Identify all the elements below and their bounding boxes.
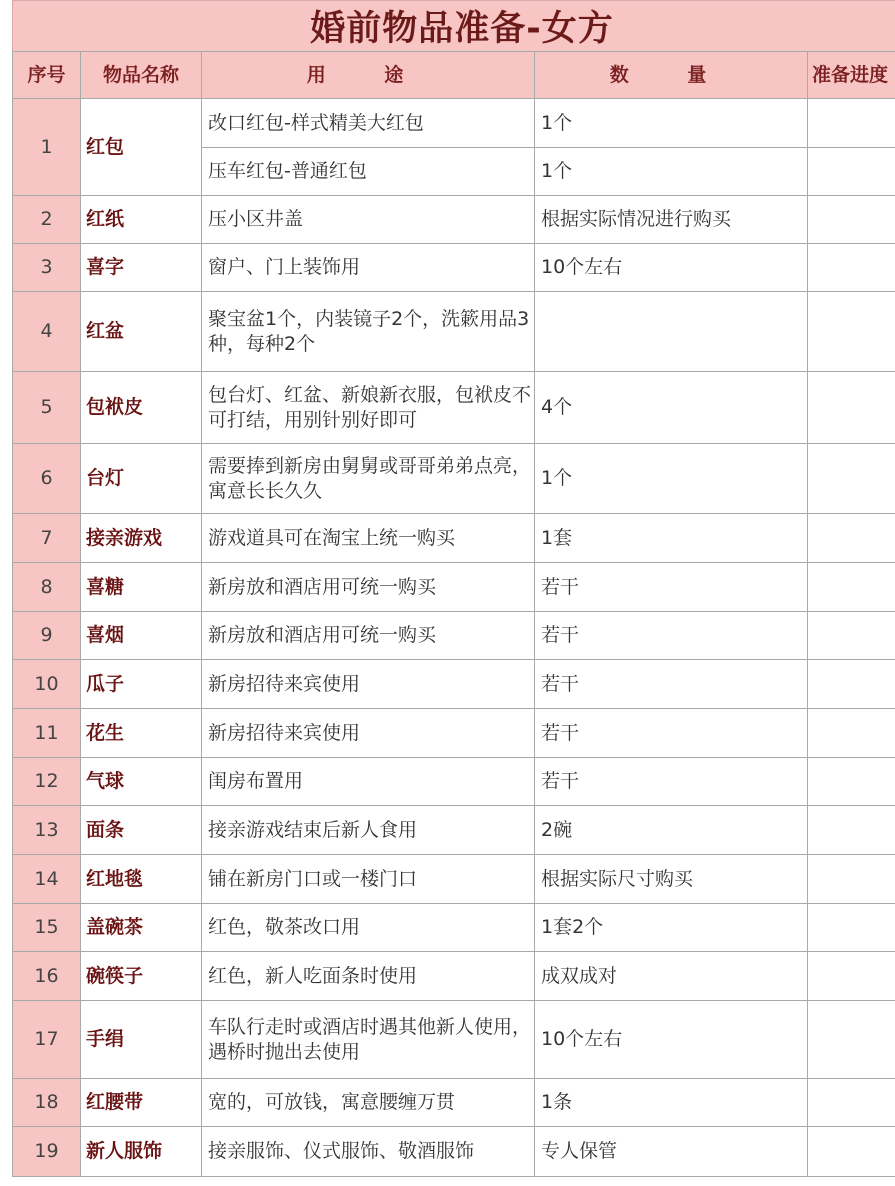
item-use: 需要捧到新房由舅舅或哥哥弟弟点亮，寓意长长久久	[202, 444, 535, 514]
item-qty: 根据实际情况进行购买	[535, 196, 808, 244]
row-number: 15	[13, 904, 81, 952]
item-use: 游戏道具可在淘宝上统一购买	[202, 514, 535, 563]
progress-cell[interactable]	[808, 952, 895, 1001]
table-row	[13, 514, 895, 563]
item-use: 压小区井盖	[202, 196, 535, 244]
item-name: 红纸	[81, 196, 202, 244]
table-row	[13, 99, 895, 148]
item-qty: 2碗	[535, 806, 808, 855]
item-name: 接亲游戏	[81, 514, 202, 563]
table-row	[13, 709, 895, 758]
table-row	[13, 292, 895, 372]
item-qty: 1个	[535, 444, 808, 514]
item-qty: 成双成对	[535, 952, 808, 1001]
item-qty: 1个	[535, 148, 808, 196]
row-number: 5	[13, 372, 81, 444]
progress-cell[interactable]	[808, 855, 895, 904]
checklist-table	[12, 51, 895, 1177]
progress-cell[interactable]	[808, 709, 895, 758]
item-qty: 1套2个	[535, 904, 808, 952]
row-number: 8	[13, 563, 81, 612]
item-use: 改口红包-样式精美大红包	[202, 99, 535, 148]
progress-cell[interactable]	[808, 196, 895, 244]
item-name: 手绢	[81, 1001, 202, 1079]
item-use: 铺在新房门口或一楼门口	[202, 855, 535, 904]
item-qty: 若干	[535, 563, 808, 612]
item-qty: 1条	[535, 1079, 808, 1127]
item-qty: 若干	[535, 758, 808, 806]
item-name: 新人服饰	[81, 1127, 202, 1177]
row-number: 1	[13, 99, 81, 196]
item-name: 包袱皮	[81, 372, 202, 444]
item-name: 碗筷子	[81, 952, 202, 1001]
item-name: 红包	[81, 99, 202, 196]
table-row	[13, 758, 895, 806]
item-name: 喜烟	[81, 612, 202, 660]
header-row	[13, 52, 895, 99]
item-use: 窗户、门上装饰用	[202, 244, 535, 292]
item-use: 红色，敬茶改口用	[202, 904, 535, 952]
item-name: 盖碗茶	[81, 904, 202, 952]
item-use: 宽的，可放钱，寓意腰缠万贯	[202, 1079, 535, 1127]
header-progress: 准备进度	[808, 52, 895, 99]
row-number: 14	[13, 855, 81, 904]
item-use: 新房招待来宾使用	[202, 660, 535, 709]
row-number: 13	[13, 806, 81, 855]
row-number: 3	[13, 244, 81, 292]
table-row	[13, 244, 895, 292]
header-use: 用 途	[202, 52, 535, 99]
item-use: 聚宝盆1个，内装镜子2个，洗簌用品3种，每种2个	[202, 292, 535, 372]
progress-cell[interactable]	[808, 904, 895, 952]
table-row	[13, 196, 895, 244]
table-row	[13, 806, 895, 855]
item-name: 瓜子	[81, 660, 202, 709]
table-row	[13, 372, 895, 444]
header-no: 序号	[13, 52, 81, 99]
item-qty: 若干	[535, 660, 808, 709]
item-name: 面条	[81, 806, 202, 855]
item-name: 台灯	[81, 444, 202, 514]
row-number: 18	[13, 1079, 81, 1127]
progress-cell[interactable]	[808, 1127, 895, 1177]
table-row	[13, 952, 895, 1001]
progress-cell[interactable]	[808, 1079, 895, 1127]
table-row	[13, 1079, 895, 1127]
item-qty: 10个左右	[535, 1001, 808, 1079]
progress-cell[interactable]	[808, 806, 895, 855]
table-row	[13, 563, 895, 612]
item-name: 花生	[81, 709, 202, 758]
item-use: 新房招待来宾使用	[202, 709, 535, 758]
item-qty: 1个	[535, 99, 808, 148]
progress-cell[interactable]	[808, 292, 895, 372]
progress-cell[interactable]	[808, 1001, 895, 1079]
row-number: 9	[13, 612, 81, 660]
table-row	[13, 1001, 895, 1079]
table-row	[13, 904, 895, 952]
progress-cell[interactable]	[808, 563, 895, 612]
row-number: 10	[13, 660, 81, 709]
row-number: 11	[13, 709, 81, 758]
row-number: 4	[13, 292, 81, 372]
table-row	[13, 660, 895, 709]
progress-cell[interactable]	[808, 612, 895, 660]
item-use: 红色，新人吃面条时使用	[202, 952, 535, 1001]
header-name: 物品名称	[81, 52, 202, 99]
item-use: 包台灯、红盆、新娘新衣服，包袱皮不可打结，用别针别好即可	[202, 372, 535, 444]
table-row	[13, 612, 895, 660]
header-qty: 数 量	[535, 52, 808, 99]
row-number: 17	[13, 1001, 81, 1079]
item-qty: 若干	[535, 612, 808, 660]
table-row	[13, 444, 895, 514]
row-number: 16	[13, 952, 81, 1001]
progress-cell[interactable]	[808, 99, 895, 148]
item-use: 新房放和酒店用可统一购买	[202, 612, 535, 660]
item-qty: 根据实际尺寸购买	[535, 855, 808, 904]
item-use: 接亲游戏结束后新人食用	[202, 806, 535, 855]
progress-cell[interactable]	[808, 660, 895, 709]
item-qty	[535, 292, 808, 372]
item-qty: 专人保管	[535, 1127, 808, 1177]
item-use: 新房放和酒店用可统一购买	[202, 563, 535, 612]
item-use: 车队行走时或酒店时遇其他新人使用，遇桥时抛出去使用	[202, 1001, 535, 1079]
sheet-title: 婚前物品准备-女方	[12, 0, 895, 51]
item-use: 接亲服饰、仪式服饰、敬酒服饰	[202, 1127, 535, 1177]
item-use: 压车红包-普通红包	[202, 148, 535, 196]
row-number: 12	[13, 758, 81, 806]
item-name: 红腰带	[81, 1079, 202, 1127]
item-use: 闺房布置用	[202, 758, 535, 806]
row-number: 19	[13, 1127, 81, 1177]
item-name: 喜糖	[81, 563, 202, 612]
row-number: 2	[13, 196, 81, 244]
item-name: 喜字	[81, 244, 202, 292]
item-qty: 4个	[535, 372, 808, 444]
item-name: 气球	[81, 758, 202, 806]
item-name: 红地毯	[81, 855, 202, 904]
checklist-sheet	[12, 0, 895, 1177]
item-qty: 10个左右	[535, 244, 808, 292]
progress-cell[interactable]	[808, 244, 895, 292]
table-row	[13, 1127, 895, 1177]
progress-cell[interactable]	[808, 444, 895, 514]
table-row	[13, 855, 895, 904]
row-number: 6	[13, 444, 81, 514]
progress-cell[interactable]	[808, 514, 895, 563]
item-name: 红盆	[81, 292, 202, 372]
progress-cell[interactable]	[808, 372, 895, 444]
progress-cell[interactable]	[808, 758, 895, 806]
progress-cell[interactable]	[808, 148, 895, 196]
row-number: 7	[13, 514, 81, 563]
item-qty: 1套	[535, 514, 808, 563]
item-qty: 若干	[535, 709, 808, 758]
